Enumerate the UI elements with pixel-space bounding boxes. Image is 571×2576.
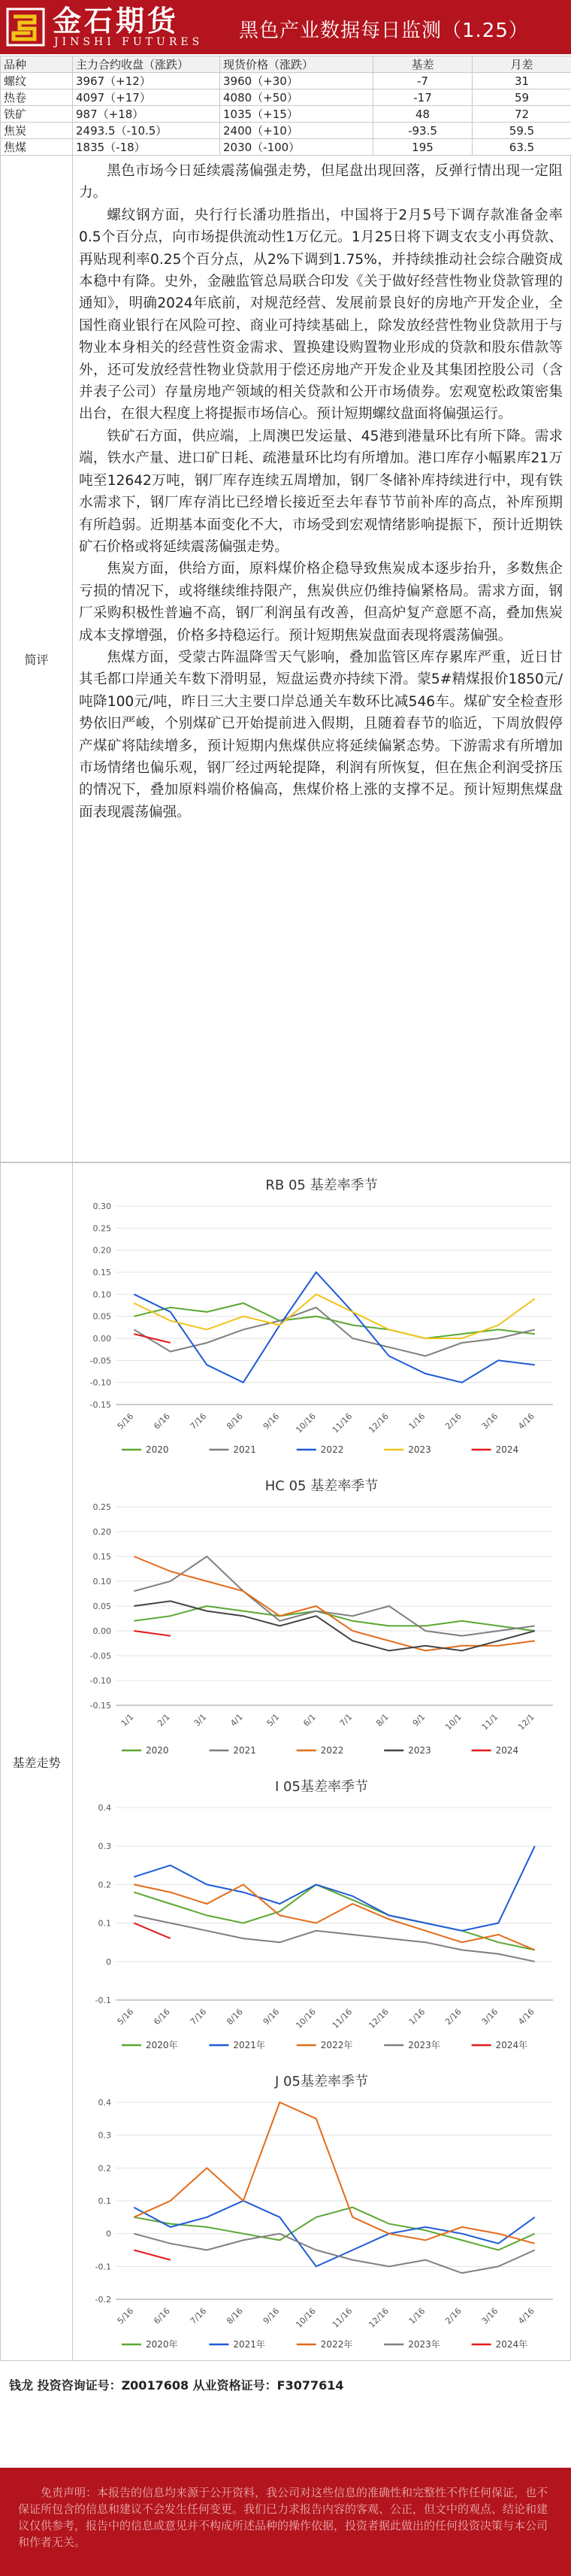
x-tick-label: 6/16 (152, 1411, 172, 1432)
product-name: 热卷 (1, 89, 73, 106)
price-table-header (1, 56, 571, 73)
basis-value: -93.5 (373, 123, 473, 139)
y-tick-label: -0.05 (89, 1356, 111, 1366)
x-tick-label: 11/16 (330, 2006, 355, 2031)
legend-label: 2023年 (408, 2339, 440, 2350)
column-header: 主力合约收盘（涨跌） (73, 56, 220, 73)
column-header: 品种 (1, 56, 73, 73)
product-name: 焦炭 (1, 123, 73, 139)
y-tick-label: 0.05 (92, 1311, 111, 1322)
chart-j05 (74, 2062, 569, 2358)
series-line (134, 1601, 535, 1650)
column-header: 现货价格（涨跌） (220, 56, 373, 73)
x-tick-label: 3/16 (479, 2006, 500, 2027)
legend-label: 2023年 (408, 2040, 440, 2050)
x-tick-label: 1/16 (406, 1411, 427, 1432)
disclaimer-text: 免责声明：本报告的信息均来源于公开资料，我公司对这些信息的准确性和完整性不作任何保证，也不保证所包含的信息和建议不会发生任何变更。我们已力求报告内容的客观、公正，但文中的观点、结论和建议仅供参考，报告中的信息或意见并不构成所述品种的操作依据，投资者据此做出的任何投资决策与本公司和作者无关。 (18, 2486, 548, 2549)
chart-hc05 (74, 1466, 569, 1764)
legend-label: 2024年 (495, 2040, 528, 2050)
y-tick-label: 0.20 (92, 1527, 111, 1537)
product-name: 铁矿 (1, 106, 73, 123)
y-tick-label: 0.10 (92, 1290, 111, 1300)
table-row (1, 73, 571, 89)
legend-label: 2020年 (146, 2040, 178, 2050)
x-tick-label: 4/16 (516, 2006, 536, 2027)
spread-value: 59 (473, 89, 571, 106)
legend-label: 2020 (146, 1745, 169, 1756)
chart-title: I 05基差率季节 (275, 1779, 368, 1795)
chart-title: J 05基差率季节 (275, 2074, 368, 2090)
y-tick-label: 0.15 (92, 1552, 111, 1562)
basis-value: 195 (373, 139, 473, 156)
logo-mark-icon (5, 6, 47, 48)
x-tick-label: 10/1 (443, 1711, 464, 1732)
series-line (134, 1556, 535, 1636)
x-tick-label: 12/1 (516, 1711, 536, 1732)
futures-close: 2493.5（-10.5） (73, 123, 220, 139)
table-row (1, 106, 571, 123)
x-tick-label: 3/16 (479, 2305, 500, 2326)
y-tick-label: 0.3 (98, 2130, 111, 2141)
x-tick-label: 4/1 (228, 1711, 245, 1729)
x-tick-label: 9/16 (261, 2305, 282, 2326)
chart-i05 (74, 1767, 569, 2059)
column-header: 月差 (473, 56, 571, 73)
y-tick-label: 0.15 (92, 1268, 111, 1277)
legend-label: 2020 (146, 1444, 169, 1455)
x-tick-label: 2/16 (443, 2305, 464, 2326)
y-tick-label: -0.1 (95, 2262, 111, 2272)
legend-label: 2021年 (233, 2339, 265, 2350)
legend-label: 2020年 (146, 2339, 178, 2350)
legend-label: 2023 (408, 1745, 431, 1756)
spot-price: 4080（+50） (220, 89, 373, 106)
basis-label: 基差走势 (1, 1163, 73, 2360)
price-table (0, 56, 571, 156)
legend-label: 2022 (320, 1745, 344, 1756)
x-tick-label: 2/16 (443, 2006, 464, 2027)
spot-price: 2030（-100） (220, 139, 373, 156)
x-tick-label: 8/1 (374, 1711, 391, 1729)
x-tick-label: 5/16 (115, 2006, 136, 2027)
header-banner (0, 0, 571, 54)
spot-price: 3960（+30） (220, 73, 373, 89)
x-tick-label: 3/16 (479, 1411, 500, 1432)
spread-value: 63.5 (473, 139, 571, 156)
x-tick-label: 1/16 (406, 2305, 427, 2326)
y-tick-label: 0.30 (92, 1202, 111, 1211)
y-tick-label: 0.25 (92, 1223, 111, 1234)
x-tick-label: 1/16 (406, 2006, 427, 2027)
x-tick-label: 8/16 (225, 2305, 245, 2326)
x-tick-label: 11/16 (330, 2305, 355, 2330)
y-tick-label: -0.1 (95, 1996, 111, 2005)
series-line (134, 1915, 535, 1961)
x-tick-label: 2/1 (156, 1711, 172, 1729)
series-line (134, 1846, 535, 1931)
legend-label: 2024年 (495, 2339, 528, 2350)
basis-value: -17 (373, 89, 473, 106)
legend-label: 2021 (233, 1745, 256, 1756)
x-tick-label: 6/1 (301, 1711, 318, 1729)
series-line (134, 1884, 535, 1950)
legend-label: 2022 (320, 1444, 344, 1455)
commentary-paragraph: 焦煤方面，受蒙古阵温降雪天气影响，叠加监管区库存累库严重，近日甘其毛都口岸通关车数下滑明显，短盘运费亦持续下滑。蒙5#精煤报价1850元/吨降100元/吨，昨日三大主要口岸总通关车数环比减546车。煤矿安全检查形势依旧严峻，个别煤矿已开始提前进入假期，且随着春节的临近，下周放假停产煤矿将陆续增多，预计短期内焦煤供应将延续偏紧态势。下游需求有所增加市场情绪也偏乐观，钢厂经过两轮提降，利润有所恢复，但在焦企利润受挤压的情况下，叠加原料端价格偏高，焦煤价格上涨的支撑不足。预计短期焦煤盘面表现震荡偏强。 (79, 649, 563, 820)
x-tick-label: 8/16 (225, 1411, 245, 1432)
basis-value: 48 (373, 106, 473, 123)
spot-price: 2400（+10） (220, 123, 373, 139)
y-tick-label: 0.10 (92, 1577, 111, 1587)
series-line (134, 1631, 171, 1636)
y-tick-label: -0.15 (89, 1400, 111, 1410)
commentary-label: 简评 (1, 156, 73, 1162)
y-tick-label: -0.2 (95, 2295, 111, 2305)
page-title: 黑色产业数据每日监测（1.25） (239, 20, 529, 42)
x-tick-label: 12/16 (367, 2305, 391, 2330)
company-logo (5, 5, 204, 50)
spread-value: 31 (473, 73, 571, 89)
y-tick-label: 0.4 (98, 1803, 111, 1813)
y-tick-label: 0 (106, 2229, 111, 2239)
futures-close: 4097（+17） (73, 89, 220, 106)
y-tick-label: -0.15 (89, 1701, 111, 1711)
x-tick-label: 10/16 (294, 1411, 318, 1435)
x-tick-label: 6/16 (152, 2006, 172, 2027)
table-row (1, 139, 571, 156)
x-tick-label: 5/16 (115, 2305, 136, 2326)
y-tick-label: 0.4 (98, 2098, 111, 2108)
spot-price: 1035（+15） (220, 106, 373, 123)
chart-title: RB 05 基差率季节 (265, 1177, 378, 1193)
y-tick-label: 0.00 (92, 1626, 111, 1636)
series-line (134, 1923, 171, 1939)
legend-label: 2021 (233, 1444, 256, 1455)
basis-value: -7 (373, 73, 473, 89)
x-tick-label: 8/16 (225, 2006, 245, 2027)
commentary-text (79, 160, 563, 823)
y-tick-label: -0.10 (89, 1676, 111, 1686)
legend-label: 2022年 (320, 2339, 353, 2350)
futures-close: 3967（+12） (73, 73, 220, 89)
futures-close: 1835（-18） (73, 139, 220, 156)
x-tick-label: 10/16 (294, 2305, 318, 2330)
x-tick-label: 6/16 (152, 2305, 172, 2326)
x-tick-label: 9/1 (410, 1711, 427, 1729)
chart-j05-svg (74, 2062, 569, 2358)
x-tick-label: 4/16 (516, 2305, 536, 2326)
column-header: 基差 (373, 56, 473, 73)
x-tick-label: 7/16 (188, 2006, 209, 2027)
disclaimer-banner (0, 2468, 571, 2576)
commentary-paragraph: 螺纹钢方面，央行行长潘功胜指出，中国将于2月5号下调存款准备金率0.5个百分点，向市场提供流动性1万亿元。1月25日将下调支农支小再贷款、再贴现利率0.25个百分点，从2%下调到1.75%，并持续推动社会综合融资成本稳中有降。史外，金融监管总局联合印发《关于做好经营性物业贷款管理的通知》，明确2024年底前，对规范经营、发展前景良好的房地产开发企业，全国性商业银行在风险可控、商业可持续基础上，除发放经营性物业贷款用于与物业本身相关的经营性资金需求、置换建设购置物业形成的贷款和股东借款等外，还可发放经营性物业贷款用于偿还房地产开发企业及其集团控股公司（含并表子公司）存量房地产领域的相关贷款和公开市场债券。宏观宽松政策密集出台，在很大程度上将提振市场信心。预计短期螺纹盘面将偏强运行。 (79, 207, 563, 423)
x-tick-label: 2/16 (443, 1411, 464, 1432)
chart-title: HC 05 基差率季节 (264, 1478, 379, 1494)
commentary-section (0, 155, 571, 1162)
spread-value: 59.5 (473, 123, 571, 139)
x-tick-label: 9/16 (261, 1411, 282, 1432)
legend-label: 2023 (408, 1444, 431, 1455)
product-name: 螺纹 (1, 73, 73, 89)
y-tick-label: 0.05 (92, 1602, 111, 1611)
x-tick-label: 4/16 (516, 1411, 536, 1432)
table-row (1, 89, 571, 106)
y-tick-label: -0.05 (89, 1651, 111, 1661)
x-tick-label: 11/16 (330, 1411, 355, 1435)
y-tick-label: -0.10 (89, 1377, 111, 1388)
x-tick-label: 5/1 (264, 1711, 282, 1729)
analyst-credentials: 钱龙 投资咨询证号：Z0017608 从业资格证号：F3077614 (9, 2378, 344, 2393)
legend-label: 2024 (495, 1444, 519, 1455)
series-line (134, 1556, 535, 1650)
series-line (134, 1272, 535, 1383)
series-line (134, 2250, 171, 2260)
spread-value: 72 (473, 106, 571, 123)
series-line (134, 2234, 535, 2273)
y-tick-label: 0.00 (92, 1334, 111, 1344)
x-tick-label: 12/16 (367, 1411, 391, 1435)
logo-text-en: JINSHI FUTURES (54, 36, 204, 48)
legend-label: 2021年 (233, 2040, 265, 2050)
y-tick-label: 0.1 (98, 1918, 111, 1929)
y-tick-label: 0.2 (98, 2163, 111, 2174)
table-row (1, 123, 571, 139)
futures-close: 987（+18） (73, 106, 220, 123)
x-tick-label: 7/16 (188, 1411, 209, 1432)
commentary-paragraph: 铁矿石方面，供应端，上周澳巴发运量、45港到港量环比有所下降。需求端，铁水产量、进口矿日耗、疏港量环比均有所增加。港口库存小幅累库21万吨至12642万吨，钢厂库存连续五周增加，钢厂冬储补库持续进行中，现有铁水需求下，钢厂库存消比已经增长接近至去年春节节前补库的高点，补库预期有所趋弱。近期基本面变化不大，市场受到宏观情绪影响提振下，预计近期铁矿石价格或将延续震荡偏强走势。 (79, 428, 563, 555)
x-tick-label: 11/1 (479, 1711, 500, 1732)
logo-text-cn: 金石期货 (53, 5, 180, 38)
legend-label: 2022年 (320, 2040, 353, 2050)
chart-hc05-svg (74, 1466, 569, 1764)
chart-rb05-svg (74, 1165, 569, 1463)
y-tick-label: 0.2 (98, 1880, 111, 1890)
y-tick-label: 0.20 (92, 1245, 111, 1256)
commentary-paragraph: 黑色市场今日延续震荡偏强走势，但尾盘出现回落，反弹行情出现一定阻力。 (79, 163, 563, 202)
x-tick-label: 12/16 (367, 2006, 391, 2031)
y-tick-label: 0.25 (92, 1502, 111, 1512)
x-tick-label: 7/16 (188, 2305, 209, 2326)
x-tick-label: 9/16 (261, 2006, 282, 2027)
x-tick-label: 10/16 (294, 2006, 318, 2031)
x-tick-label: 5/16 (115, 1411, 136, 1432)
series-line (134, 2102, 535, 2244)
y-tick-label: 0.1 (98, 2196, 111, 2206)
x-tick-label: 3/1 (192, 1711, 209, 1729)
y-tick-label: 0 (106, 1956, 111, 1967)
x-tick-label: 7/1 (337, 1711, 355, 1729)
commentary-paragraph: 焦炭方面，供给方面，原料煤价格企稳导致焦炭成本逐步抬升，多数焦企亏损的情况下，或将继续维持限产，焦炭供应仍维持偏紧格局。需求方面，钢厂采购积极性普遍不高，钢厂利润虽有改善，但高炉复产意愿不高，叠加焦炭成本支撑增强，价格多持稳运行。预计短期焦炭盘面表现将震荡偏强。 (79, 561, 563, 644)
chart-i05-svg (74, 1767, 569, 2059)
x-tick-label: 1/1 (119, 1711, 136, 1729)
y-tick-label: 0.3 (98, 1841, 111, 1852)
product-name: 焦煤 (1, 139, 73, 156)
chart-rb05 (74, 1165, 569, 1463)
legend-label: 2024 (495, 1745, 519, 1756)
